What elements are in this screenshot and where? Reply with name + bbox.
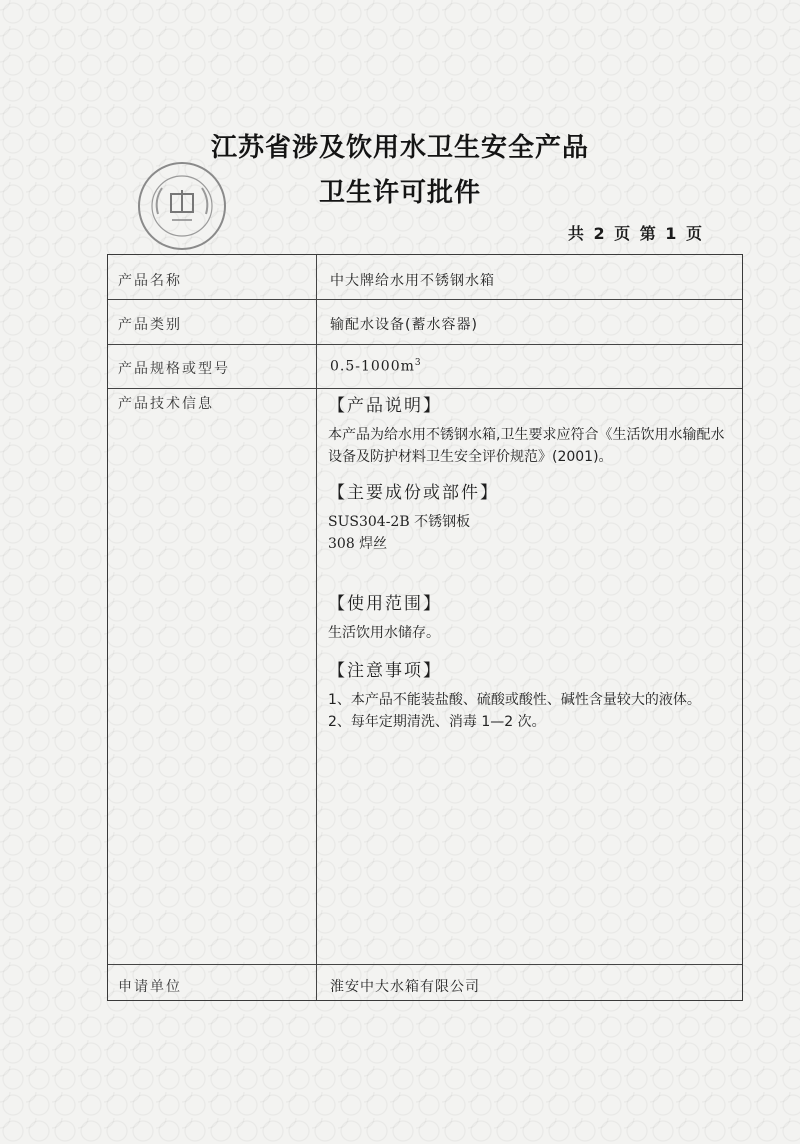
document-title-line1: 江苏省涉及饮用水卫生安全产品 xyxy=(210,133,589,163)
row-divider xyxy=(108,344,742,345)
approval-table xyxy=(107,254,743,1001)
value-product-spec xyxy=(330,358,422,375)
label-product-spec: 产品规格或型号 xyxy=(118,361,230,377)
description-text: 本产品为给水用不锈钢水箱,卫生要求应符合《生活饮用水输配水设备及防护材料卫生安全评价规范》(2001)。 xyxy=(328,427,725,465)
components-heading: 【主要成份或部件】 xyxy=(328,483,499,503)
document-title-line2: 卫生许可批件 xyxy=(318,178,481,208)
notes-heading: 【注意事项】 xyxy=(328,661,442,681)
row-divider xyxy=(108,388,742,389)
scope-text: 生活饮用水储存。 xyxy=(328,625,440,641)
label-product-category: 产品类别 xyxy=(118,317,182,333)
label-product-name: 产品名称 xyxy=(118,273,182,289)
note-item: 2、每年定期清洗、消毒 1—2 次。 xyxy=(328,714,546,730)
description-heading: 【产品说明】 xyxy=(328,396,442,416)
value-product-category: 输配水设备(蓄水容器) xyxy=(330,317,478,333)
row-divider xyxy=(108,299,742,300)
value-applicant: 淮安中大水箱有限公司 xyxy=(330,979,480,995)
component-item: 308 焊丝 xyxy=(328,536,388,552)
spec-unit-superscript: 3 xyxy=(414,358,422,368)
page-count: 共 2 页 第 1 页 xyxy=(567,224,704,243)
label-applicant: 申请单位 xyxy=(118,979,182,995)
component-item: SUS304-2B 不锈钢板 xyxy=(328,514,471,530)
health-inspection-seal xyxy=(136,160,228,252)
column-divider xyxy=(316,255,317,1000)
label-tech-info: 产品技术信息 xyxy=(118,396,214,412)
note-item: 1、本产品不能装盐酸、硫酸或酸性、碱性含量较大的液体。 xyxy=(328,692,701,708)
scope-heading: 【使用范围】 xyxy=(328,594,442,614)
tech-info-content xyxy=(328,391,733,733)
value-product-name: 中大牌给水用不锈钢水箱 xyxy=(330,273,495,289)
row-divider xyxy=(108,964,742,965)
spec-value-text: 0.5-1000m xyxy=(330,358,415,375)
